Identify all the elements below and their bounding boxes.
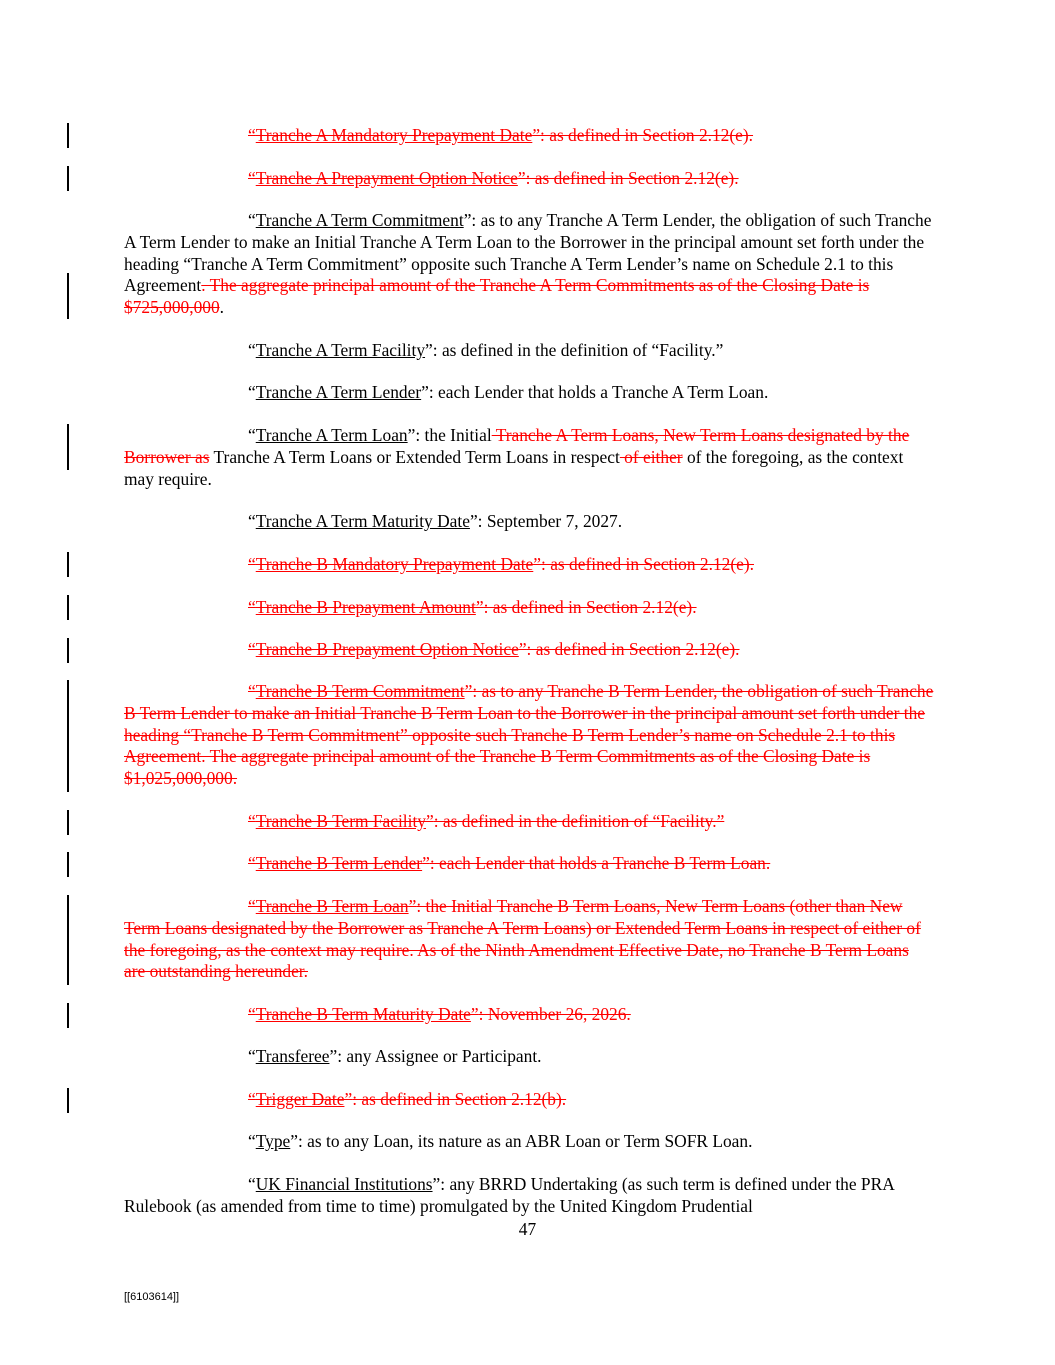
change-bar xyxy=(67,638,69,663)
definition-tranche-b-prepayment-option-notice: “Tranche B Prepayment Option Notice”: as defined in Section 2.12(e). xyxy=(248,639,740,659)
change-bar xyxy=(67,1003,69,1028)
definition-tranche-b-term-loan: “Tranche B Term Loan”: the Initial Tranche B Term Loans, New Term Loans (other than New Term Loans designated by the Borrower as Tranche A Term Loans) or Extended Term Loans in respect of either of the foregoing, as the context may require. As of the Ninth Amendment Effective Date, no Tranche B Term Loans are outstanding hereunder. xyxy=(124,896,921,982)
change-bar xyxy=(67,123,69,148)
definition-tranche-a-term-commitment: “Tranche A Term Commitment”: as to any Tranche A Term Lender, the obligation of such Tranche A Term Lender to make an Initial Tranche A Term Loan to the Borrower in the principal amount set forth under the heading “Tranche A Term Commitment” opposite such Tranche A Term Lender’s name on Schedule 2.1 to this Agreement. The aggregate principal amount of the Tranche A Term Commitments as of the Closing Date is $725,000,000. xyxy=(124,210,932,318)
change-bar xyxy=(67,852,69,877)
change-bar xyxy=(67,424,69,470)
document-id: [[6103614]] xyxy=(124,1291,180,1303)
definition-trigger-date: “Trigger Date”: as defined in Section 2.12(b). xyxy=(248,1089,567,1109)
change-bar xyxy=(67,1088,69,1113)
change-bar xyxy=(67,552,69,577)
definition-tranche-a-term-loan: “Tranche A Term Loan”: the Initial Tranche A Term Loans, New Term Loans designated by the Borrower as Tranche A Term Loans or Extended Term Loans in respect of either of the foregoing, as the context may require. xyxy=(124,425,910,489)
definition-tranche-b-term-facility: “Tranche B Term Facility”: as defined in the definition of “Facility.” xyxy=(248,811,725,831)
definition-tranche-b-prepayment-amount: “Tranche B Prepayment Amount”: as defined in Section 2.12(e). xyxy=(248,597,697,617)
definition-tranche-a-prepayment-option-notice: “Tranche A Prepayment Option Notice”: as defined in Section 2.12(e). xyxy=(248,168,739,188)
definition-transferee: “Transferee”: any Assignee or Participant. xyxy=(248,1046,542,1066)
definition-tranche-b-term-commitment: “Tranche B Term Commitment”: as to any Tranche B Term Lender, the obligation of such Tranche B Term Lender to make an Initial Tranche B Term Loan to the Borrower in the principal amount set forth under the heading “Tranche B Term Commitment” opposite such Tranche B Term Lender’s name on Schedule 2.1 to this Agreement. The aggregate principal amount of the Tranche B Term Commitments as of the Closing Date is $1,025,000,000. xyxy=(124,681,934,789)
change-bar xyxy=(67,680,69,792)
page-number: 47 xyxy=(518,1219,537,1239)
definition-tranche-b-term-maturity-date: “Tranche B Term Maturity Date”: November 26, 2026. xyxy=(248,1004,631,1024)
change-bar xyxy=(67,273,69,319)
definition-type: “Type”: as to any Loan, its nature as an ABR Loan or Term SOFR Loan. xyxy=(248,1131,753,1151)
change-bar xyxy=(67,810,69,835)
change-bar xyxy=(67,595,69,620)
definition-tranche-a-term-lender: “Tranche A Term Lender”: each Lender that holds a Tranche A Term Loan. xyxy=(248,382,769,402)
definition-tranche-a-mandatory-prepayment-date: “Tranche A Mandatory Prepayment Date”: as defined in Section 2.12(e). xyxy=(248,125,754,145)
definition-tranche-b-mandatory-prepayment-date: “Tranche B Mandatory Prepayment Date”: as defined in Section 2.12(e). xyxy=(248,554,754,574)
definition-tranche-a-term-facility: “Tranche A Term Facility”: as defined in the definition of “Facility.” xyxy=(248,340,724,360)
change-bar xyxy=(67,166,69,191)
definition-uk-financial-institutions: “UK Financial Institutions”: any BRRD Undertaking (as such term is defined under the PRA Rulebook (as amended from time to time) promulgated by the United Kingdom Prudential xyxy=(124,1174,894,1216)
definition-tranche-a-term-maturity-date: “Tranche A Term Maturity Date”: September 7, 2027. xyxy=(248,511,623,531)
change-bar xyxy=(67,895,69,985)
definition-tranche-b-term-lender: “Tranche B Term Lender”: each Lender that holds a Tranche B Term Loan. xyxy=(248,853,771,873)
